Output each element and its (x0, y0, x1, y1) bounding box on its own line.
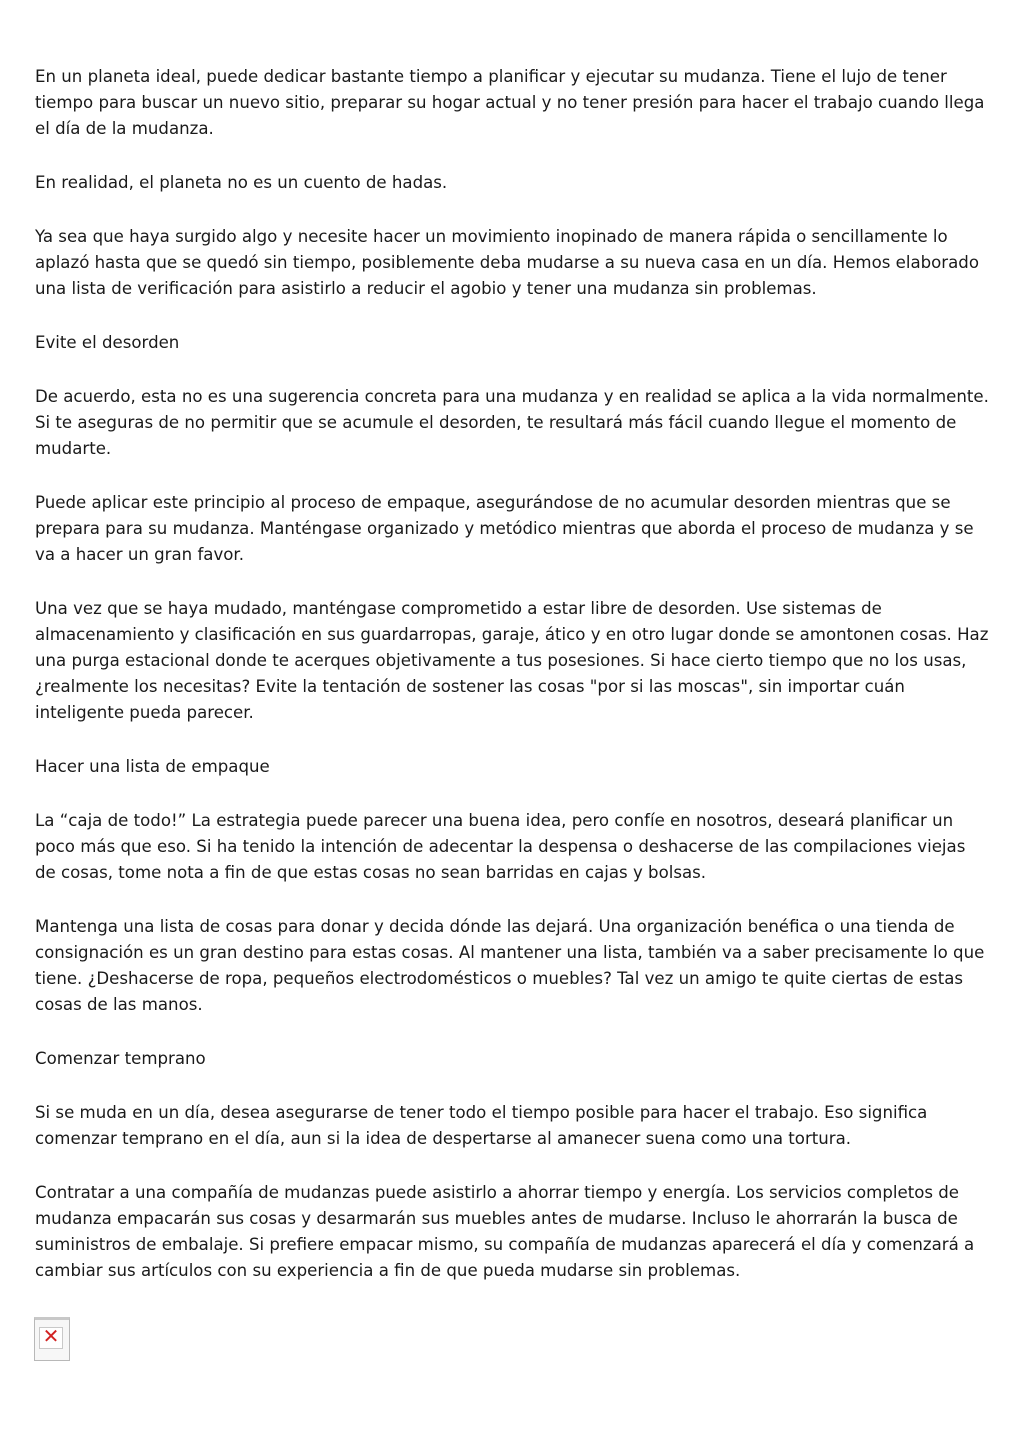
section-heading-comenzar-temprano: Comenzar temprano (35, 1049, 206, 1068)
article-body (35, 64, 990, 1312)
article-paragraph: Ya sea que haya surgido algo y necesite hacer un movimiento inopinado de manera rápida o sencillamente lo aplazó hasta que se quedó sin tiempo, posiblemente deba mudarse a su nueva casa en un día. Hemos elaborado una lista de verificación para asistirlo a reducir el agobio y tener una mudanza sin problemas. (35, 227, 979, 298)
article-paragraph: De acuerdo, esta no es una sugerencia concreta para una mudanza y en realidad se aplica a la vida normalmente. Si te aseguras de no permitir que se acumule el desorden, te resultará más fácil cuando llegue el momento de mudarte. (35, 387, 989, 458)
article-paragraph: En realidad, el planeta no es un cuento de hadas. (35, 173, 448, 192)
section-heading-evite-el-desorden: Evite el desorden (35, 333, 180, 352)
article-paragraph: Contratar a una compañía de mudanzas puede asistirlo a ahorrar tiempo y energía. Los servicios completos de mudanza empacarán sus cosas y desarmarán sus muebles antes de mudarse. Incluso le ahorrarán la busca de suministros de embalaje. Si prefiere empacar mismo, su compañía de mudanzas aparecerá el día y comenzará a cambiar sus artículos con su experiencia a fin de que pueda mudarse sin problemas. (35, 1183, 975, 1280)
broken-image-icon: ✕ (42, 1324, 60, 1348)
broken-image-placeholder (34, 1317, 70, 1361)
article-paragraph: Puede aplicar este principio al proceso de empaque, asegurándose de no acumular desorden mientras que se prepara para su mudanza. Manténgase organizado y metódico mientras que aborda el proceso de mudanza y se va a hacer un gran favor. (35, 493, 974, 564)
article-paragraph: En un planeta ideal, puede dedicar bastante tiempo a planificar y ejecutar su mudanza. Tiene el lujo de tener tiempo para buscar un nuevo sitio, preparar su hogar actual y no tener presión para hacer el trabajo cuando llega el día de la mudanza. (35, 67, 985, 138)
article-paragraph: Mantenga una lista de cosas para donar y decida dónde las dejará. Una organización benéfica o una tienda de consignación es un gran destino para estas cosas. Al mantener una lista, también va a saber precisamente lo que tiene. ¿Deshacerse de ropa, pequeños electrodomésticos o muebles? Tal vez un amigo te quite ciertas de estas cosas de las manos. (35, 917, 985, 1014)
article-paragraph: Una vez que se haya mudado, manténgase comprometido a estar libre de desorden. Use sistemas de almacenamiento y clasificación en sus guardarropas, garaje, ático y en otro lugar donde se amontonen cosas. Haz una purga estacional donde te acerques objetivamente a tus posesiones. Si hace cierto tiempo que no los usas, ¿realmente los necesitas? Evite la tentación de sostener las cosas "por si las moscas", sin importar cuán inteligente pueda parecer. (35, 599, 989, 722)
section-heading-lista-de-empaque: Hacer una lista de empaque (35, 757, 270, 776)
broken-image-frame (39, 1324, 63, 1349)
article-paragraph: Si se muda en un día, desea asegurarse de tener todo el tiempo posible para hacer el trabajo. Eso significa comenzar temprano en el día, aun si la idea de despertarse al amanecer suena como una tortura. (35, 1103, 928, 1148)
article-paragraph: La “caja de todo!” La estrategia puede parecer una buena idea, pero confíe en nosotros, deseará planificar un poco más que eso. Si ha tenido la intención de adecentar la despensa o deshacerse de las compilaciones viejas de cosas, tome nota a fin de que estas cosas no sean barridas en cajas y bolsas. (35, 811, 966, 882)
